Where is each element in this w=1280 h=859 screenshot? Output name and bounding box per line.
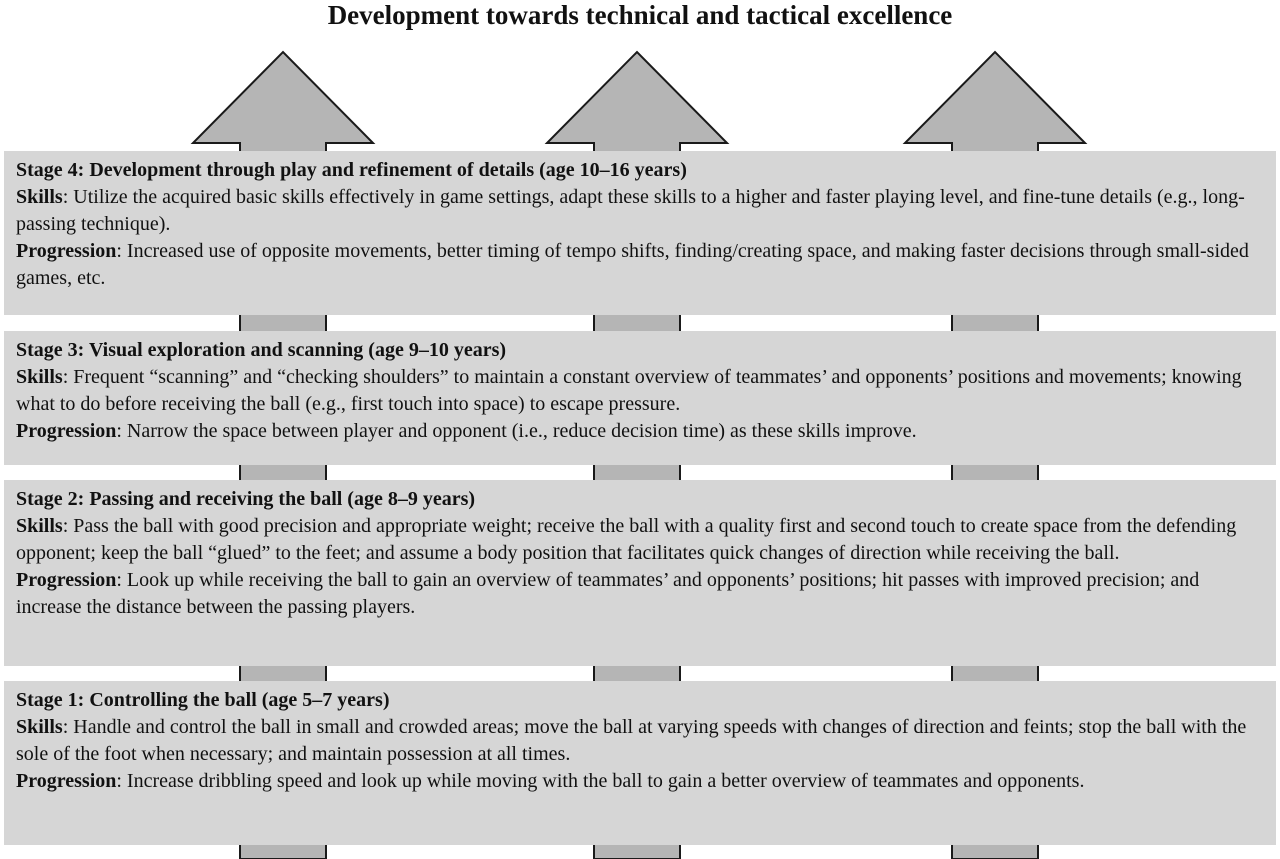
stage-2-panel bbox=[4, 480, 1276, 666]
skills-text: : Pass the ball with good precision and appropriate weight; receive the ball with a quality first and second touch to create space from the defending opponent; keep the ball “glued” to the feet; and assume a body position that facilitates quick changes of direction while receiving the ball. bbox=[16, 515, 1237, 564]
progression-text: : Look up while receiving the ball to gain an overview of teammates’ and opponents’ positions; hit passes with improved precision; and increase the distance between the passing players. bbox=[16, 569, 1200, 618]
skills-label: Skills bbox=[16, 716, 63, 738]
skills-label: Skills bbox=[16, 366, 63, 388]
progression-label: Progression bbox=[16, 240, 117, 262]
stage-4-panel bbox=[4, 151, 1276, 315]
skills-text: : Frequent “scanning” and “checking shoulders” to maintain a constant overview of teammates’ and opponents’ positions and movements; knowing what to do before receiving the ball (e.g., first touch into space) to escape pressure. bbox=[16, 366, 1242, 415]
progression-text: : Narrow the space between player and opponent (i.e., reduce decision time) as these skills improve. bbox=[116, 420, 917, 442]
stage-4-progression bbox=[16, 238, 1264, 292]
stage-3-skills bbox=[16, 364, 1264, 418]
progression-label: Progression bbox=[16, 569, 117, 591]
stage-2-skills bbox=[16, 513, 1264, 567]
progression-label: Progression bbox=[16, 420, 117, 442]
skills-text: : Utilize the acquired basic skills effectively in game settings, adapt these skills to a higher and faster playing level, and fine-tune details (e.g., long-passing technique). bbox=[16, 186, 1245, 235]
skills-label: Skills bbox=[16, 186, 63, 208]
stage-1-title: Stage 1: Controlling the ball (age 5–7 years) bbox=[16, 689, 390, 711]
stage-1-panel bbox=[4, 681, 1276, 845]
stage-1-skills bbox=[16, 714, 1264, 768]
progression-text: : Increase dribbling speed and look up while moving with the ball to gain a better overview of teammates and opponents. bbox=[116, 770, 1085, 792]
stage-3-panel bbox=[4, 331, 1276, 465]
skills-text: : Handle and control the ball in small and crowded areas; move the ball at varying speeds with changes of direction and feints; stop the ball with the sole of the foot when necessary; and maintain possession at all times. bbox=[16, 716, 1247, 765]
progression-label: Progression bbox=[16, 770, 117, 792]
diagram-title: Development towards technical and tactical excellence bbox=[327, 0, 953, 30]
skills-label: Skills bbox=[16, 515, 63, 537]
progression-text: : Increased use of opposite movements, better timing of tempo shifts, finding/creating space, and making faster decisions through small-sided games, etc. bbox=[16, 240, 1249, 289]
stage-2-title: Stage 2: Passing and receiving the ball (age 8–9 years) bbox=[16, 488, 476, 510]
stage-4-title: Stage 4: Development through play and refinement of details (age 10–16 years) bbox=[16, 159, 687, 181]
stage-3-title: Stage 3: Visual exploration and scanning (age 9–10 years) bbox=[16, 339, 507, 361]
stage-1-progression bbox=[16, 768, 1264, 795]
stage-3-progression bbox=[16, 418, 1264, 445]
stage-2-progression bbox=[16, 567, 1264, 621]
stage-4-skills bbox=[16, 184, 1264, 238]
